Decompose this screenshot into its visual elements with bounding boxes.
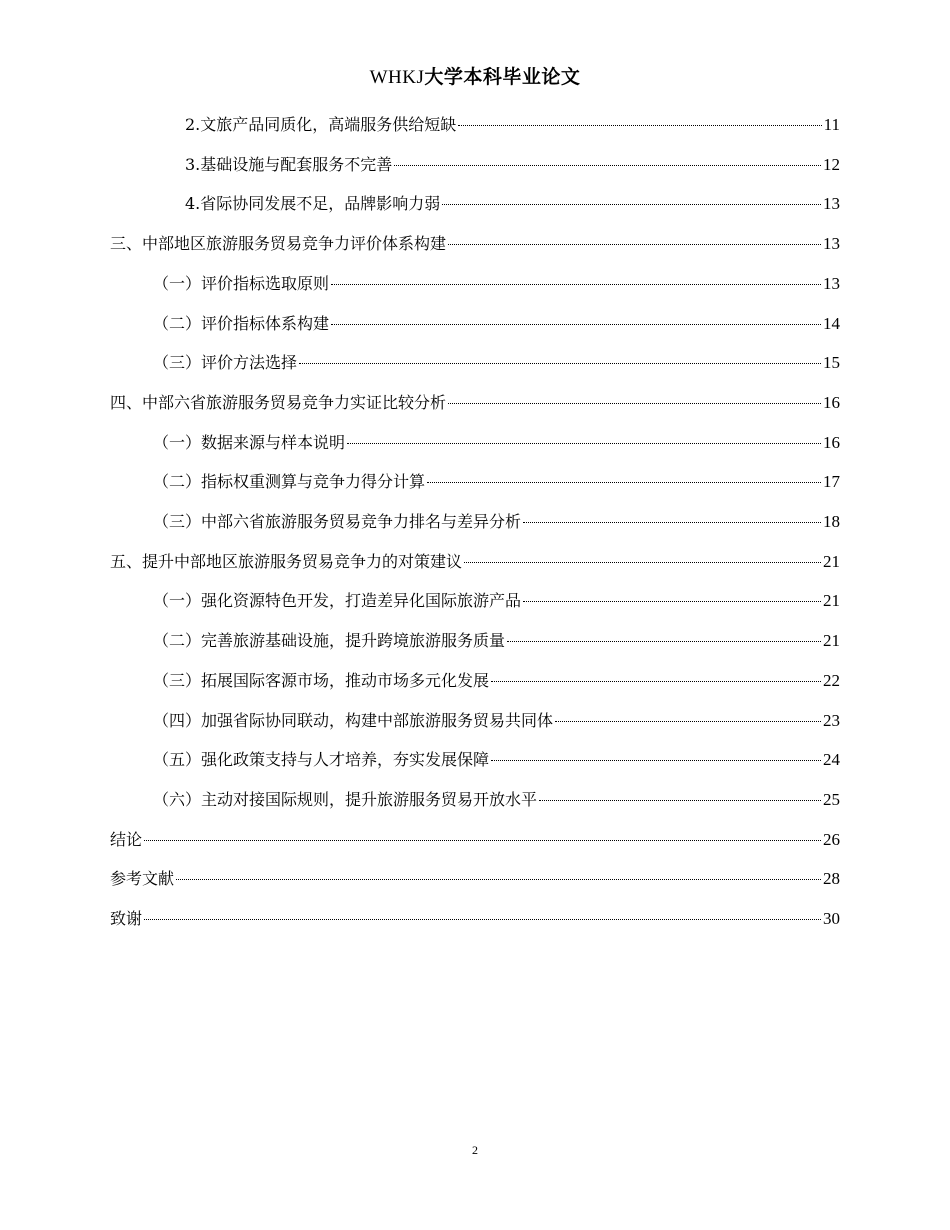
toc-entry-title: 结论 xyxy=(110,829,143,849)
toc-entry-page: 24 xyxy=(823,750,840,770)
toc-entry[interactable] xyxy=(110,549,840,573)
toc-entry-title: （二）评价指标体系构建 xyxy=(153,313,330,333)
toc-entry-title: 2.文旅产品同质化，高端服务供给短缺 xyxy=(185,115,457,134)
toc-entry-title: （一）数据来源与样本说明 xyxy=(153,432,346,452)
toc-entry-page: 12 xyxy=(823,154,840,174)
toc-entry[interactable] xyxy=(110,866,840,890)
toc-entry-title: （二）指标权重测算与竞争力得分计算 xyxy=(153,472,426,492)
toc-entry-title: 四、中部六省旅游服务贸易竞争力实证比较分析 xyxy=(110,392,447,412)
toc-entry-title: （一）评价指标选取原则 xyxy=(153,273,330,293)
toc-entry-title: 3.基础设施与配套服务不完善 xyxy=(185,154,393,174)
toc-dot-leader xyxy=(144,840,821,841)
toc-dot-leader xyxy=(464,562,821,563)
toc-entry[interactable] xyxy=(110,906,840,930)
toc-entry-page: 11 xyxy=(823,115,840,134)
toc-entry[interactable] xyxy=(153,708,840,732)
toc-dot-leader xyxy=(458,125,821,126)
page-number: 2 xyxy=(472,1143,478,1157)
toc-entry[interactable] xyxy=(153,430,840,454)
toc-entry-page: 18 xyxy=(823,512,840,531)
toc-dot-leader xyxy=(442,204,821,205)
toc-entry-title: （四）加强省际协同联动，构建中部旅游服务贸易共同体 xyxy=(153,710,554,730)
toc-entry-page: 23 xyxy=(823,710,840,730)
toc-entry-page: 16 xyxy=(823,392,840,412)
toc-entry-title: （二）完善旅游基础设施，提升跨境旅游服务质量 xyxy=(153,631,506,651)
toc-entry[interactable] xyxy=(153,588,840,612)
toc-entry[interactable] xyxy=(153,628,840,652)
toc-entry[interactable] xyxy=(185,191,840,215)
toc-dot-leader xyxy=(331,324,821,325)
toc-dot-leader xyxy=(539,800,821,801)
toc-entry-page: 26 xyxy=(823,829,840,849)
toc-entry-page: 21 xyxy=(823,631,840,651)
toc-entry-page: 14 xyxy=(823,313,840,333)
toc-entry-page: 13 xyxy=(823,234,840,254)
toc-entry[interactable] xyxy=(153,668,840,692)
toc-dot-leader xyxy=(507,641,821,642)
toc-entry-page: 13 xyxy=(823,194,840,214)
toc-entry[interactable] xyxy=(110,231,840,255)
toc-entry-page: 13 xyxy=(823,273,840,293)
toc-entry[interactable] xyxy=(185,112,840,136)
toc-entry[interactable] xyxy=(153,271,840,295)
toc-entry-title: （六）主动对接国际规则，提升旅游服务贸易开放水平 xyxy=(153,789,538,809)
toc-dot-leader xyxy=(299,363,821,364)
toc-entry-title: （三）中部六省旅游服务贸易竞争力排名与差异分析 xyxy=(153,512,522,531)
toc-entry[interactable] xyxy=(110,390,840,414)
toc-entry-page: 17 xyxy=(823,472,840,492)
toc-entry-page: 28 xyxy=(823,869,840,889)
toc-entry-page: 15 xyxy=(823,353,840,373)
toc-dot-leader xyxy=(427,482,821,483)
toc-entry-title: 4.省际协同发展不足，品牌影响力弱 xyxy=(185,194,441,214)
toc-entry-title: （三）评价方法选择 xyxy=(153,353,298,373)
toc-entry-page: 25 xyxy=(823,789,840,809)
toc-dot-leader xyxy=(176,879,821,880)
toc-entry-page: 30 xyxy=(823,909,840,928)
toc-entry[interactable] xyxy=(153,509,840,533)
toc-entry-title: （三）拓展国际客源市场，推动市场多元化发展 xyxy=(153,670,490,690)
toc-entry[interactable] xyxy=(153,747,840,771)
toc-dot-leader xyxy=(448,244,821,245)
toc-entry[interactable] xyxy=(153,350,840,374)
header-title: 大学本科毕业论文 xyxy=(424,66,581,88)
toc-dot-leader xyxy=(394,165,821,166)
toc-entry-page: 21 xyxy=(823,551,840,571)
toc-dot-leader xyxy=(347,443,821,444)
toc-entry[interactable] xyxy=(153,311,840,335)
toc-entry-page: 22 xyxy=(823,670,840,690)
toc-entry-page: 16 xyxy=(823,432,840,452)
toc-entry-title: 参考文献 xyxy=(110,869,175,889)
toc-dot-leader xyxy=(523,601,821,602)
toc-entry[interactable] xyxy=(185,152,840,176)
toc-dot-leader xyxy=(555,721,821,722)
toc-dot-leader xyxy=(144,919,821,920)
toc-entry-title: （五）强化政策支持与人才培养，夯实发展保障 xyxy=(153,750,490,770)
toc-entry[interactable] xyxy=(153,469,840,493)
toc-entry-page: 21 xyxy=(823,591,840,611)
header-brand: WHKJ xyxy=(369,67,425,88)
page-header xyxy=(0,62,950,89)
toc-entry[interactable] xyxy=(110,827,840,851)
toc-entry-title: （一）强化资源特色开发，打造差异化国际旅游产品 xyxy=(153,591,522,611)
toc-entry-title: 致谢 xyxy=(110,909,143,928)
toc-entry-title: 五、提升中部地区旅游服务贸易竞争力的对策建议 xyxy=(110,551,463,571)
toc-dot-leader xyxy=(331,284,821,285)
toc-entry[interactable] xyxy=(153,787,840,811)
toc-dot-leader xyxy=(448,403,821,404)
toc-dot-leader xyxy=(523,522,821,523)
toc-dot-leader xyxy=(491,760,821,761)
toc-entry-title: 三、中部地区旅游服务贸易竞争力评价体系构建 xyxy=(110,234,447,254)
toc-dot-leader xyxy=(491,681,821,682)
